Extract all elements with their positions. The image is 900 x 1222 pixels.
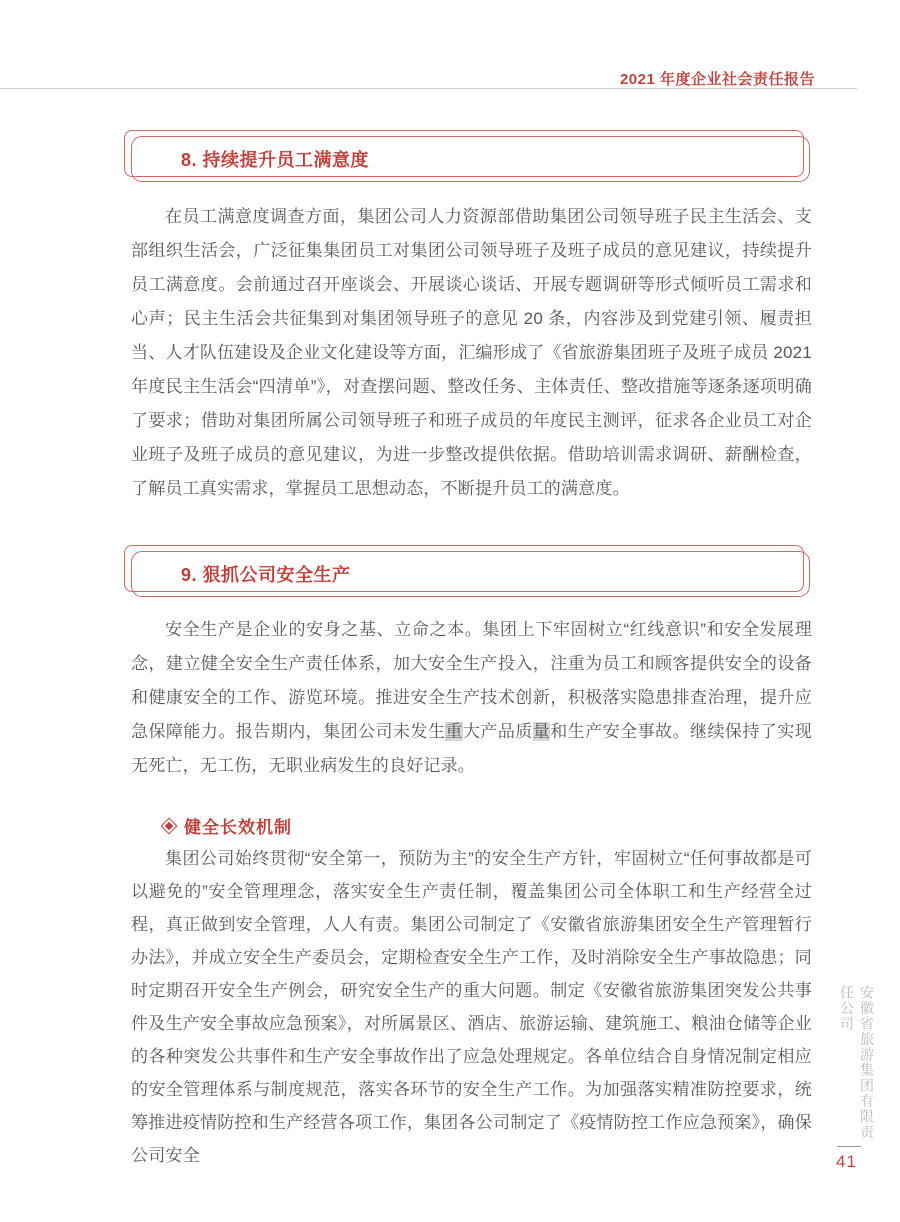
- page-number: 41: [836, 1152, 857, 1171]
- paragraph-text: 安全生产是企业的安身之基、立命之本。集团上下牢固树立“红线意识”和安全发展理念，建立健全安全生产责任体系，加大安全生产投入，注重为员工和顾客提供安全的设备和健康安全的工作、游览环境。推进安全生产技术创新，积极落实隐患排查治理，提升应急保障能力。报告期内，集团公司未发生: [131, 620, 812, 741]
- header-divider: [0, 88, 857, 89]
- section-8-heading-box: [131, 136, 810, 182]
- diamond-icon: [161, 817, 178, 834]
- highlighted-glyph: 重: [445, 722, 463, 741]
- highlighted-glyph: 量: [532, 722, 551, 741]
- report-header-title: 2021 年度企业社会责任报告: [619, 71, 815, 88]
- diamond-icon-inner: [165, 822, 172, 829]
- subsection-heading-label: 健全长效机制: [184, 818, 292, 837]
- subsection-paragraph: 集团公司始终贯彻“安全第一，预防为主”的安全生产方针，牢固树立“任何事故都是可以避免的”安全管理理念，落实安全生产责任制，覆盖集团公司全体职工和生产经营全过程，真正做到安全管理，人人有责。集团公司制定了《安徽省旅游集团安全生产管理暂行办法》，并成立安全生产委员会，定期检查安全生产工作，及时消除安全生产事故隐患；同时定期召开安全生产例会，研究安全生产的重大问题。制定《安徽省旅游集团突发公共事件及生产安全事故应急预案》，对所属景区、酒店、旅游运输、建筑施工、粮油仓储等企业的各种突发公共事件和生产安全事故作出了应急处理规定。各单位结合自身情况制定相应的安全管理体系与制度规范，落实各环节的安全生产工作。为加强落实精准防控要求，统筹推进疫情防控和生产经营各项工作，集团各公司制定了《疫情防控工作应急预案》，确保公司安全: [131, 849, 812, 1165]
- footer-divider: [837, 1146, 861, 1147]
- section-8-paragraph: 在员工满意度调查方面，集团公司人力资源部借助集团公司领导班子民主生活会、支部组织生活会，广泛征集集团员工对集团公司领导班子及班子成员的意见建议，持续提升员工满意度。会前通过召开座谈会、开展谈心谈话、开展专题调研等形式倾听员工需求和心声；民主生活会共征集到对集团领导班子的意见 20 条，内容涉及到党建引领、履责担当、人才队伍建设及企业文化建设等方面，汇编形成了《省旅游集团班子及班子成员 2021 年度民主生活会“四清单”》，对查摆问题、整改任务、主体责任、整改措施等逐条逐项明确了要求；借助对集团所属公司领导班子和班子成员的年度民主测评，征求各企业员工对企业班子及班子成员的意见建议，为进一步整改提供依据。借助培训需求调研、薪酬检查，了解员工真实需求，掌握员工思想动态，不断提升员工的满意度。: [131, 207, 812, 498]
- section-9-heading: 9. 狠抓公司安全生产: [181, 565, 351, 585]
- section-8-heading: 8. 持续提升员工满意度: [181, 150, 370, 170]
- paragraph-text: 大产品质: [462, 722, 533, 741]
- paragraph-text: 和生产安全事故。继续保持了实现无死亡，无工伤，无职业病发生的良好记录。: [131, 722, 812, 775]
- subsection-heading: [163, 813, 292, 838]
- company-name-vertical: 安徽省旅游集团有限责任公司: [839, 985, 875, 1140]
- section-9-heading-box: [131, 551, 810, 597]
- section-9-paragraph: [131, 613, 812, 783]
